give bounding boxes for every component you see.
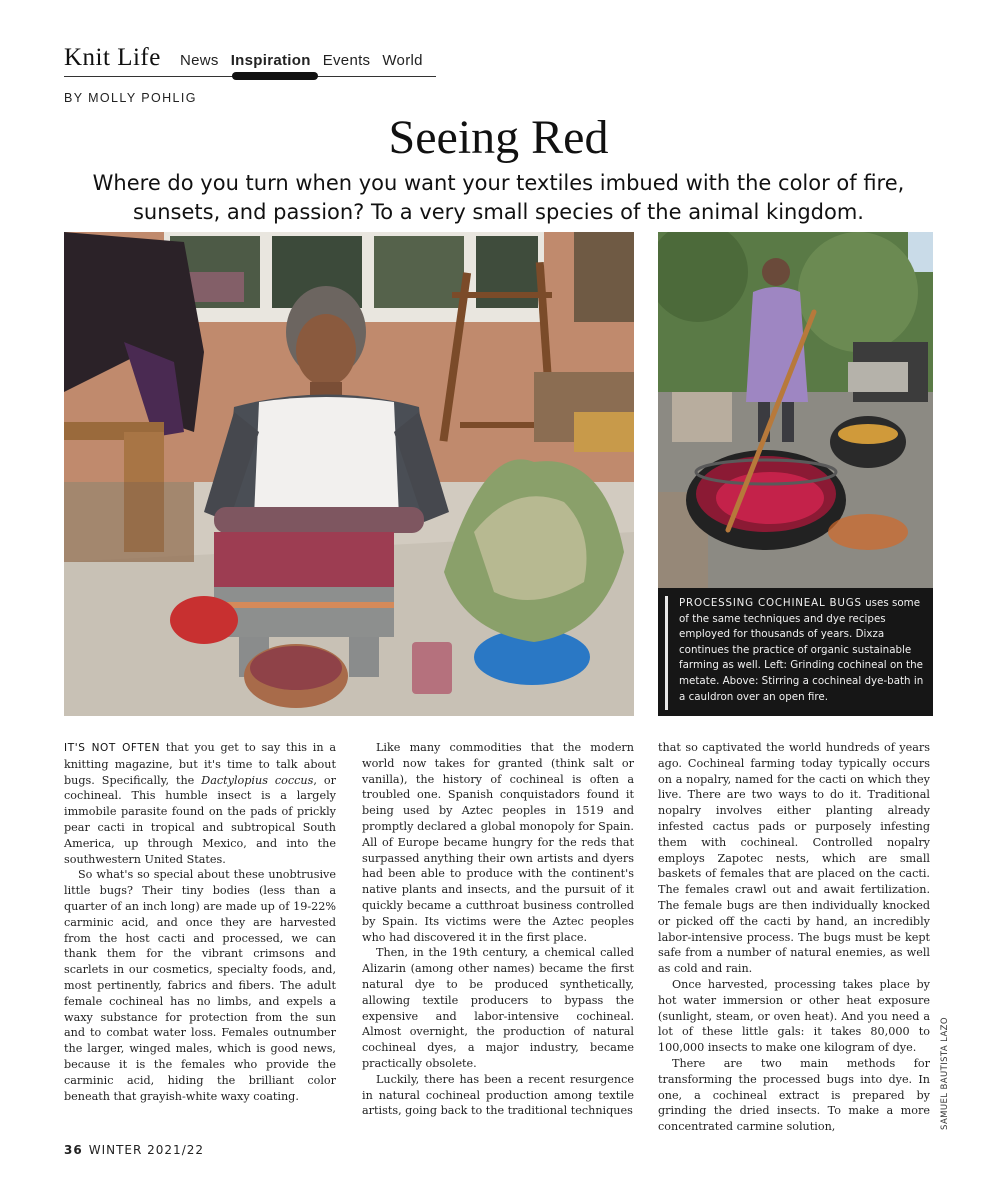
nav-item-inspiration[interactable]: Inspiration	[230, 52, 311, 69]
paragraph: Luckily, there has been a recent resurgence in natural cochineal production among textile artists, going back to the traditional techniques	[362, 1072, 634, 1118]
article-headline: Seeing Red	[388, 111, 609, 164]
paragraph: that so captivated the world hundreds of years ago. Cochineal farming today typically occurs on a nopalry, named for the cacti on which they live. There are two ways to do it. Traditional nopalry involves either planting already infested cactus pads or purposely infesting them with cochineal. Controlled nopalry employs Zapotec nests, which are small baskets of females that are placed on the cacti. The females crawl out and await fertilization. The female bugs are then individually knocked or picked off the cacti by hand, an incredibly labor-intensive process. The bugs must be kept safe from a number of natural enemies, as well as cold and rain.	[658, 741, 930, 976]
photo-grinding-cochineal	[64, 232, 634, 716]
caption-accent-bar	[665, 596, 668, 710]
article-dek: Where do you turn when you want your textiles imbued with the color of fire, sunsets, and passion? To a very small species of the animal kingdom.	[92, 171, 905, 224]
paragraph: Then, in the 19th century, a chemical called Alizarin (among other names) became the first natural dye to be produced synthetically, allowing textile producers to bypass the expensive and labor-intensive cochineal. Almost overnight, the production of natural cochineal dyes, a major industry, became practically obsolete.	[362, 946, 634, 1070]
paragraph	[64, 740, 336, 867]
paragraph: So what's so special about these unobtrusive little bugs? Their tiny bodies (less than a quarter of an inch long) are made up of 19-22% carminic acid, and once they are harvested from the host cacti and processed, we can thank them for the vibrant crimsons and scarlets in our cosmetics, specialty foods, and, most pertinently, fabrics and fibers. The adult female cochineal has no limbs, and expels a waxy substance for protection from the sun and to combat water loss. Females outnumber the larger, winged males, which is good news, because it is the females who provide the carminic acid, hiding the brilliant color beneath that grayish-white waxy coating.	[64, 868, 336, 1103]
text-run: , or cochineal. This humble insect is a largely immobile parasite found on the pads of prickly pear cacti in tropical and subtropical South America, up through Mexico, and into the southwestern United States.	[64, 773, 336, 866]
body-column-3	[658, 740, 930, 1135]
caption-text	[679, 596, 927, 705]
nav-item-news[interactable]: News	[180, 52, 219, 69]
body-column-1	[64, 740, 336, 1104]
photo-stirring-dyebath	[658, 232, 933, 588]
photo-caption	[658, 588, 933, 716]
section-nav	[180, 52, 423, 69]
lead-in: IT'S NOT OFTEN	[64, 742, 161, 754]
page-number: 36	[64, 1143, 83, 1157]
caption-body: uses some of the same techniques and dye recipes employed for thousands of years. Dixza continues the practice of organic sustainable farming as well. Left: Grinding cochineal on the metate. Above: Stirring a cochineal dye-bath in a cauldron over an open fire.	[679, 597, 924, 703]
byline: BY MOLLY POHLIG	[64, 91, 197, 105]
nav-item-events[interactable]: Events	[322, 52, 371, 69]
magazine-logo[interactable]: Knit Life	[64, 44, 161, 71]
photo-credit: SAMUEL BAUTISTA LAZO	[940, 1016, 950, 1130]
caption-lead-in: PROCESSING COCHINEAL BUGS	[679, 597, 862, 609]
body-column-2	[362, 740, 634, 1119]
paragraph: There are two main methods for transforming the processed bugs into dye. In one, a cochineal extract is prepared by grinding the dried insects. To make a more concentrated carmine solution,	[658, 1056, 930, 1134]
issue-label: WINTER 2021/22	[88, 1143, 204, 1157]
species-name: Dactylopius coccus	[201, 773, 314, 787]
paragraph: Once harvested, processing takes place by hot water immersion or other heat exposure (sunlight, steam, or oven heat). And you need a lot of these little gals: it takes 80,000 to 100,000 insects to make one kilogram of dye.	[658, 977, 930, 1055]
paragraph: Like many commodities that the modern world now takes for granted (think salt or vanilla), the history of cochineal is often a troubled one. Spanish conquistadors found it being used by Aztec peoples in 1519 and promptly declared a global monopoly for Spain. All of Europe became hungry for the reds that surpassed anything their own artists and dyers had been able to produce with the continent's native plants and insects, and the pursuit of it quickly became a cutthroat business controlled by Spain. Its victims were the Aztec peoples who had discovered it in the first place.	[362, 741, 634, 944]
page-footer	[64, 1143, 204, 1157]
text-run: that you get to say this in a knitting magazine, but it's time to talk about bugs. Specifically, the	[64, 741, 336, 787]
active-section-indicator	[232, 72, 318, 80]
nav-item-world[interactable]: World	[382, 52, 423, 69]
